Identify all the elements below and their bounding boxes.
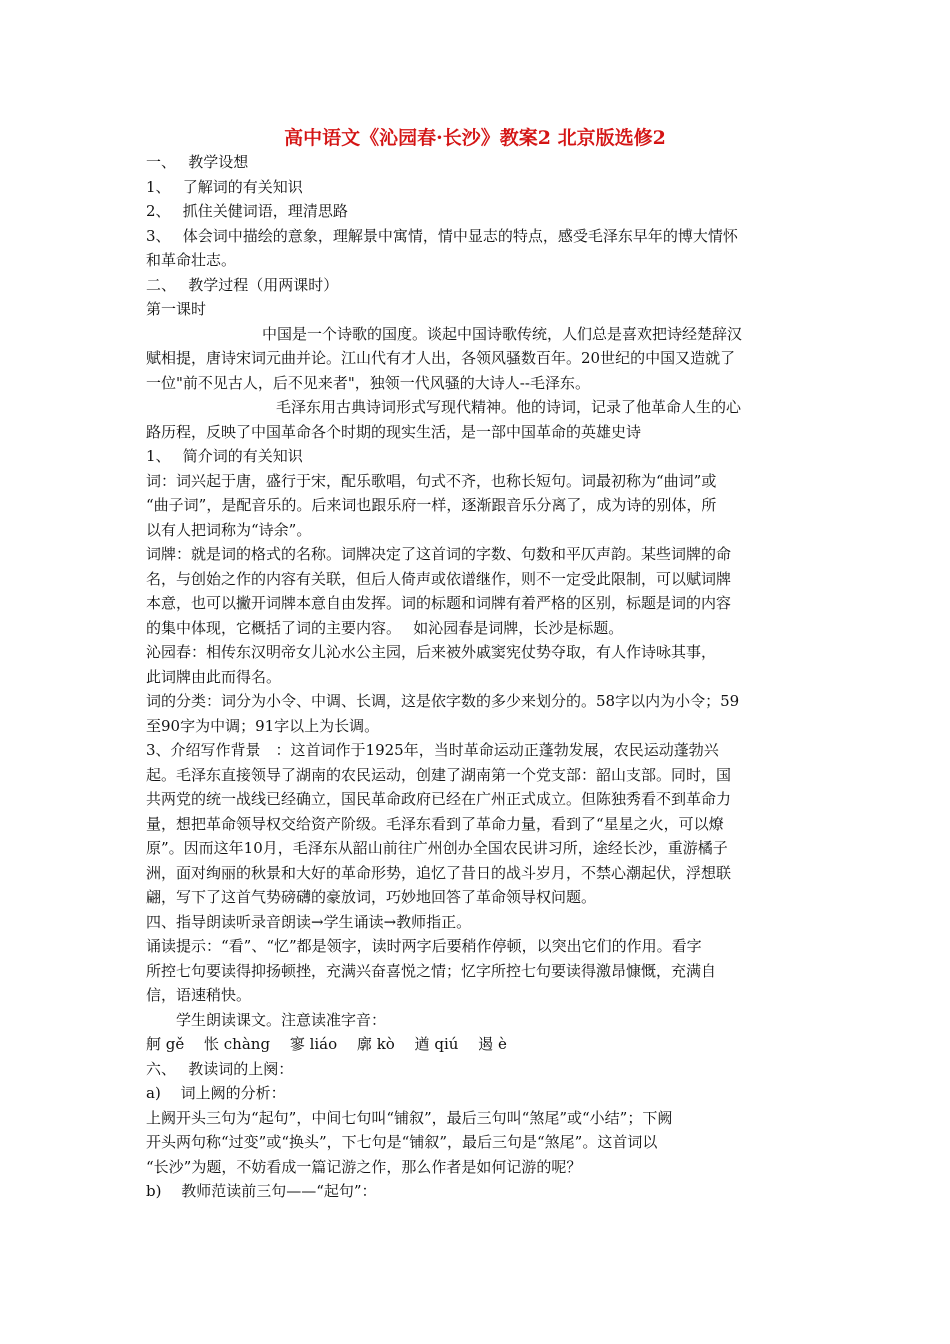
text-line: 沁园春：相传东汉明帝女儿沁水公主园，后来被外戚窦宪仗势夺取，有人作诗咏其事， xyxy=(146,643,717,661)
text-line: 1、 简介词的有关知识 xyxy=(146,447,303,465)
text-line: 以有人把词称为“诗余”。 xyxy=(146,520,312,539)
text-line: 开头两句称“过变”或“换头”，下七句是“铺叙”，最后三句是“煞尾”。这首词以 xyxy=(146,1133,658,1151)
text-line: 路历程，反映了中国革命各个时期的现实生活，是一部中国革命的英雄史诗 xyxy=(146,422,642,441)
text-line: 词的分类：词分为小令、中调、长调，这是依字数的多少来划分的。58字以内为小令；59 xyxy=(146,692,740,710)
text-line: 词：词兴起于唐，盛行于宋，配乐歌唱，句式不齐，也称长短句。词最初称为“曲词”或 xyxy=(146,471,717,490)
text-line: 六、 教读词的上阕： xyxy=(146,1059,294,1078)
text-line: 赋相提，唐诗宋词元曲并论。江山代有才人出，各领风骚数百年。20世纪的中国又造就了 xyxy=(146,349,736,367)
text-line: 2、 抓住关健词语，理清思路 xyxy=(146,202,348,220)
text-line: 中国是一个诗歌的国度。谈起中国诗歌传统，人们总是喜欢把诗经楚辞汉 xyxy=(262,324,743,343)
text-line: 原”。因而这年10月，毛泽东从韶山前往广州创办全国农民讲习所，途经长沙，重游橘子 xyxy=(146,839,728,857)
text-line: a) 词上阙的分析： xyxy=(146,1084,286,1102)
document-title: 高中语文《沁园春·长沙》教案2 北京版选修2 xyxy=(284,127,666,149)
text-line: 名，与创始之作的内容有关联，但后人倚声或依谱继作，则不一定受此限制，可以赋词牌 xyxy=(146,569,732,588)
text-line: 此词牌由此而得名。 xyxy=(146,667,282,686)
text-line: 量，想把革命领导权交给资产阶级。毛泽东看到了革命力量，看到了“星星之火，可以燎 xyxy=(146,814,724,833)
text-line: 一位"前不见古人，后不见来者"，独领一代风骚的大诗人--毛泽东。 xyxy=(146,373,590,392)
text-line: 翩，写下了这首气势磅礴的豪放词，巧妙地回答了革命领导权问题。 xyxy=(146,888,597,906)
text-line: 所控七句要读得抑扬顿挫，充满兴奋喜悦之情；忆字所控七句要读得激昂慷慨，充满自 xyxy=(146,961,717,980)
text-line: 的集中体现，它概括了词的主要内容。 如沁园春是词牌，长沙是标题。 xyxy=(146,618,624,637)
text-line: 起。毛泽东直接领导了湖南的农民运动，创建了湖南第一个党支部：韶山支部。同时，国 xyxy=(146,765,732,784)
text-line: 毛泽东用古典诗词形式写现代精神。他的诗词，记录了他革命人生的心 xyxy=(276,398,742,416)
text-line: 学生朗读课文。注意读准字音： xyxy=(176,1010,387,1029)
text-line: 一、 教学设想 xyxy=(146,153,249,171)
text-line: “长沙”为题，不妨看成一篇记游之作，那么作者是如何记游的呢？ xyxy=(146,1157,582,1176)
text-line: 共两党的统一战线已经确立，国民革命政府已经在广州正式成立。但陈独秀看不到革命力 xyxy=(146,790,732,808)
text-line: 洲，面对绚丽的秋景和大好的革命形势，追忆了昔日的战斗岁月，不禁心潮起伏，浮想联 xyxy=(146,863,732,882)
text-line: 信，语速稍快。 xyxy=(146,986,252,1004)
document-body xyxy=(146,150,810,1204)
text-line: 上阙开头三句为“起句”，中间七句叫“铺叙”，最后三句叫“煞尾”或“小结”；下阙 xyxy=(146,1108,673,1127)
text-line: b) 教师范读前三句——“起句”： xyxy=(146,1182,377,1200)
text-line: 四、指导朗读听录音朗读→学生诵读→教师指正。 xyxy=(146,912,472,931)
text-line: 3、 体会词中描绘的意象，理解景中寓情，情中显志的特点，感受毛泽东早年的博大情怀 xyxy=(146,226,738,245)
text-line: 第一课时 xyxy=(146,300,207,318)
text-line: 本意，也可以撇开词牌本意自由发挥。词的标题和词牌有着严格的区别，标题是词的内容 xyxy=(146,594,732,612)
text-line: 诵读提示：“看”、“忆”都是领字，读时两字后要稍作停顿，以突出它们的作用。看字 xyxy=(146,937,702,955)
text-line: 至90字为中调；91字以上为长调。 xyxy=(146,716,380,735)
text-line: 二、 教学过程（用两课时） xyxy=(146,275,339,294)
text-line: 1、 了解词的有关知识 xyxy=(146,177,303,196)
text-line: 和革命壮志。 xyxy=(146,251,237,269)
text-line: 舸 gě 怅 chàng 寥 liáo 廓 kò 遒 qiú 遏 è xyxy=(146,1035,507,1053)
text-line: 3、介绍写作背景 ：这首词作于1925年，当时革命运动正蓬勃发展，农民运动蓬勃兴 xyxy=(146,741,719,759)
text-line: 词牌：就是词的格式的名称。词牌决定了这首词的字数、句数和平仄声韵。某些词牌的命 xyxy=(146,545,732,563)
text-line: “曲子词”，是配音乐的。后来词也跟乐府一样，逐渐跟音乐分离了，成为诗的别体，所 xyxy=(146,496,717,514)
